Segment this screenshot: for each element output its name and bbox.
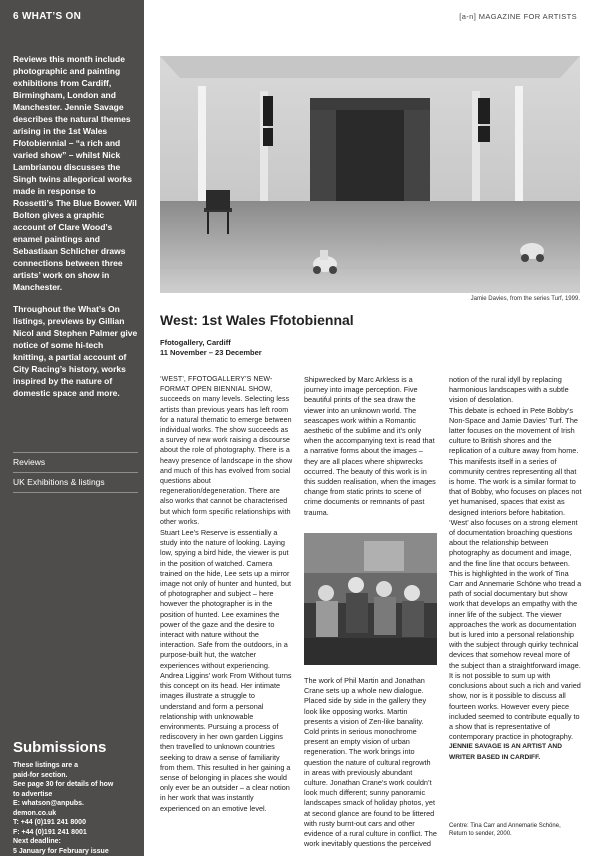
submissions-line: See page 30 for details of how (13, 781, 114, 788)
submissions-title: Submissions (13, 739, 107, 756)
intro-paragraph: Reviews this month include photographic and painting exhibitions from Cardiff, Birmingham, London and Manchester. Jennie Savage describes the natural themes arising in the 1st Wales Ffotobiennial – “a rich and varied show” – whilst Nick Lambrianou discusses the Singh twins allegorical works made in response to Rossetti’s The Blue Bower. Wil Bolton gives a graphic account of Clare Wood’s enamel paintings and Sebastiaan Schlicher draws connections between three artists’ work on show in Manchester. (13, 54, 137, 292)
article-paragraph: ‘WEST’, FFOTOGALLERY’S NEW-FORMAT OPEN BIENNIAL SHOW, succeeds on many levels. Selecting less artists than previous years has left room for a natural thematic to emerge between individual works. The show succeeds as a survey of new work raising a discourse about the role of photography. There is a heavy presence of landscape in the show and much of this has evolved from social questions about regeneration/degeneration. There are also works that cannot be characterised but which form specific relationships with other works. (160, 376, 293, 526)
submissions-line: These listings are a (13, 762, 78, 769)
submissions-box (13, 738, 138, 856)
article-paragraph: It is not possible to sum up with conclusions about such a rich and varied show, nor is it possible to discuss all fourteen works. However every piece included seemed to contribute equally to a show that is representative of contemporary practice in photography. (449, 670, 581, 742)
submissions-line: paid-for section. (13, 771, 68, 779)
magazine-title: [a-n] MAGAZINE FOR ARTISTS (459, 12, 577, 21)
venue-info (160, 338, 262, 358)
submissions-email[interactable]: demon.co.uk (13, 809, 57, 817)
submissions-deadline: 5 January for February issue (13, 847, 109, 855)
hall-image (160, 56, 580, 293)
submissions-email[interactable]: E: whatson@anpubs. (13, 800, 84, 807)
photo-caption: Jamie Davies, from the series Turf, 1999. (470, 296, 580, 302)
article-column-2 (304, 375, 437, 518)
article-paragraph: Shipwrecked by Marc Arkless is a journey into image perception. Five beautiful prints of the sea draw the viewer into an unknown world. The seascapes work within a Romantic aesthetic of the sublime and it’s only when the accompanying text is read that a narrative forms about the images – they are all places where shipwrecks occurred. The beauty of this work is in this sudden realisation, when the images change from static prints to scene of crime documents or remnants of past trauma. (304, 375, 436, 517)
nav-item-reviews[interactable]: Reviews (13, 457, 46, 467)
portrait-image (304, 533, 437, 665)
exhibition-dates: 11 November – 23 December (160, 348, 262, 357)
article-column-1 (160, 375, 293, 814)
photo-caption-2 (449, 822, 584, 838)
article-paragraph: The work of Phil Martin and Jonathan Crane sets up a whole new dialogue. Placed side by side in the gallery they look like opposing works. Martin presents a vision of Zen-like banality. Cold prints in serious monochrome present an empty vision of urban regeneration. The work brings into question the nature of cultural regrowth in areas with previously abundant culture. Jonathan Crane’s work couldn’t look much different; sunny panoramic landscapes smack of holiday photos, yet at second glance are found to be littered with rusty burnt-out cars and other evidence of a rural culture in conflict. The work inevitably questions the perceived (304, 676, 437, 849)
article-column-2b (304, 676, 437, 849)
photo-elderly-women (304, 533, 437, 665)
photo-community-hall (160, 56, 580, 293)
submissions-deadline: Next deadline: (13, 838, 61, 845)
submissions-fax: F: +44 (0)191 241 8001 (13, 828, 87, 836)
caption-line: Return to sender, 2000. (449, 831, 512, 837)
intro-text (13, 53, 138, 409)
submissions-line: to advertise (13, 790, 53, 798)
sidebar-nav (13, 452, 138, 493)
article-paragraph: ‘West’ also focuses on a strong element of documentation broaching questions about the relationship between photography as document and image, and the fine line that occurs between. This is highlighted in the work of Tina Carr and Annemarie Schöne who tread a path of social documentary but show work that develops an empathy with the inner life of the subject. The viewer approaches the work as documentation but is lured into a personal relationship with the subject through quirky technical devices that somehow reveal more of the subject than a straightforward image. (449, 517, 582, 670)
sidebar (0, 0, 144, 856)
caption-line: Centre: Tina Carr and Annemarie Schöne, (449, 823, 561, 829)
article-paragraph: This debate is echoed in Pete Bobby’s Non-Space and Jamie Davies’ Turf. The latter focuses on the movement of Irish culture to British shores and the replication of a culture away from home. This manifests itself in a series of community centres representing all that is home. The work is a similar format to that of Bobby, who focuses on places not yet humanised, spaces that exist as designed interiors before habitation. (449, 405, 582, 517)
article-paragraph: notion of the rural idyll by replacing harmonious landscapes with a subtle vision of desolation. (449, 375, 569, 405)
article-column-3 (449, 375, 582, 763)
intro-paragraph: Throughout the What’s On listings, previews by Gillian Nicol and Stephen Palmer give notice of some hi-tech knitting, a partial account of City Racing’s history, works inspired by the nature of domestic space and more. (13, 304, 138, 398)
article-paragraph: Stuart Lee’s Reserve is essentially a study into the nature of looking. Laying low, spying a bird hide, the viewer is put in the position of watched. Camera trained on the hide, Lee sets up a mirror image not only of hunter and hunted, but of photographer and subject – here however the photographer is in the position of hunted. Lee examines the power of the gaze and the desire to interact with nature without the interaction. Safe from the outdoors, in a purpose-built hut, the watcher experiences without experiencing. Andrea Liggins’ work From Without turns this concept on its head. Her intimate images illustrate a struggle to understand and form a personal relationship with unknowable environments. Pursuing a process of rediscovery in her own garden Liggins then travelled to unknown countries seeking to draw a sense of familiarity from them. This resulted in her gaining a sense of belonging in places she would only ever be an outsider – a clear notion in her work that was instantly experienced on an emotive level. (160, 528, 292, 813)
divider (13, 492, 138, 493)
article-title: West: 1st Wales Ffotobiennal (160, 312, 354, 328)
submissions-phone: T: +44 (0)191 241 8000 (13, 819, 86, 826)
nav-item-uk-listings[interactable]: UK Exhibitions & listings (13, 477, 105, 487)
author-byline: JENNIE SAVAGE IS AN ARTIST AND WRITER BASED IN CARDIFF. (449, 743, 562, 761)
section-label: 6 WHAT’S ON (13, 11, 82, 22)
venue-name: Ffotogallery, Cardiff (160, 338, 231, 347)
